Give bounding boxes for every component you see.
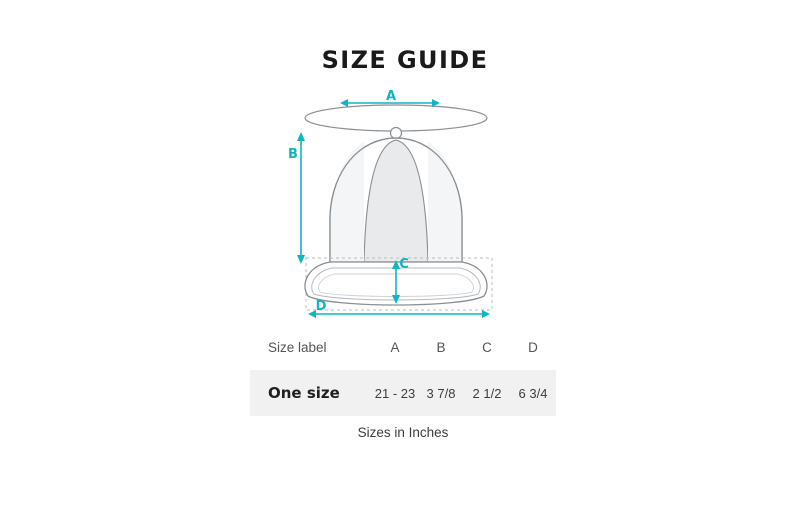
size-table-head — [250, 324, 556, 370]
column-header-size-label: Size label — [268, 339, 327, 355]
column-header-c: C — [482, 339, 492, 355]
table-header-row — [250, 324, 556, 370]
dimension-label-b: B — [288, 147, 298, 162]
table-row — [250, 370, 556, 416]
units-caption: Sizes in Inches — [357, 425, 449, 440]
dimension-label-d: D — [315, 299, 327, 314]
page-title: SIZE GUIDE — [321, 46, 489, 74]
dimension-label-a: A — [385, 89, 397, 104]
cell-c: 2 1/2 — [472, 385, 502, 401]
column-header-d: D — [528, 339, 538, 355]
size-table — [250, 324, 556, 416]
cell-a: 21 - 23 — [374, 385, 416, 401]
column-header-b: B — [436, 339, 446, 355]
cell-d: 6 3/4 — [518, 385, 548, 401]
size-table-container — [250, 324, 556, 416]
dimension-label-c: C — [399, 257, 409, 272]
cap-measurement-diagram — [274, 88, 522, 324]
cell-size-label: One size — [268, 384, 340, 402]
size-table-body — [250, 370, 556, 416]
column-header-a: A — [390, 339, 400, 355]
cell-b: 3 7/8 — [426, 385, 456, 401]
